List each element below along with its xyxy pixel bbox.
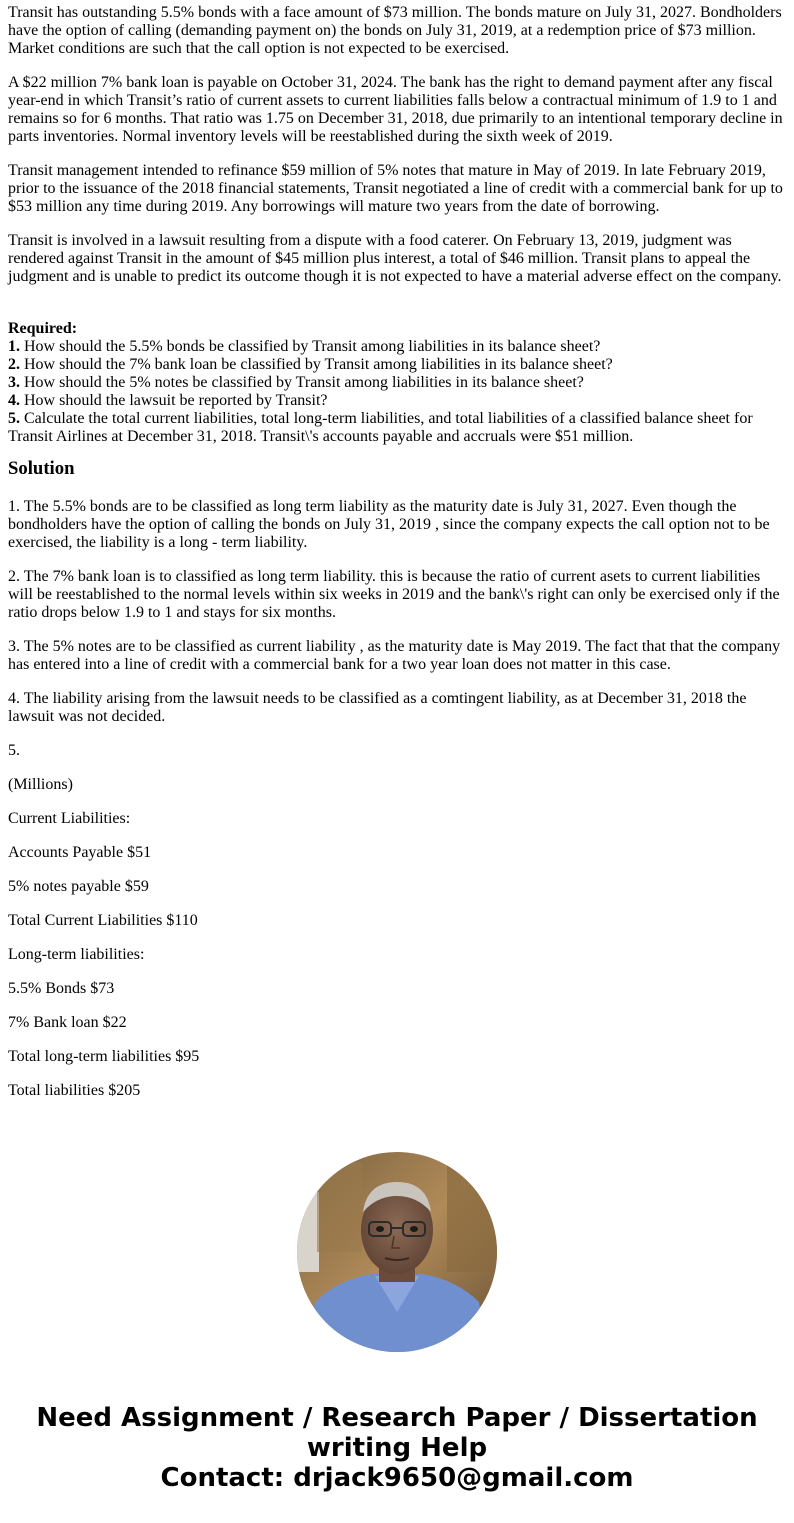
question-number: 5. bbox=[8, 410, 20, 427]
question-text: How should the 7% bank loan be classified by Transit among liabilities in its balance sheet? bbox=[20, 356, 613, 373]
problem-paragraph: Transit management intended to refinance $59 million of 5% notes that mature in May of 2019. In late February 2019, prior to the issuance of the 2018 financial statements, Transit negotiated a line of credit with a commercial bank for up to $53 million any time during 2019. Any borrowings will mature two years from the date of borrowing. bbox=[8, 162, 783, 215]
solution-heading: Solution bbox=[8, 458, 75, 479]
problem-paragraph: Transit is involved in a lawsuit resulting from a dispute with a food caterer. On February 13, 2019, judgment was rendered against Transit in the amount of $45 million plus interest, a total of $46 million. Transit plans to appeal the judgment and is unable to predict its outcome though it is not expected to have a material adverse effect on the company. bbox=[8, 232, 782, 285]
solution-line: 7% Bank loan $22 bbox=[8, 1014, 127, 1031]
required-label: Required: bbox=[8, 320, 78, 337]
problem-paragraph: A $22 million 7% bank loan is payable on October 31, 2024. The bank has the right to demand payment after any fiscal year-end in which Transit’s ratio of current assets to current liabilities falls below a contractual minimum of 1.9 to 1 and remains so for 6 months. That ratio was 1.75 on December 31, 2018, due primarily to an intentional temporary decline in parts inventories. Normal inventory levels will be reestablished during the sixth week of 2019. bbox=[8, 74, 783, 145]
question-number: 3. bbox=[8, 374, 20, 391]
avatar bbox=[297, 1152, 497, 1352]
footer-contact-line: Contact: drjack9650@gmail.com bbox=[160, 1463, 634, 1493]
avatar-portrait-image bbox=[297, 1152, 497, 1352]
solution-answer: 4. The liability arising from the lawsuit needs to be classified as a comtingent liability, as at December 31, 2018 the lawsuit was not decided. bbox=[8, 690, 747, 725]
solution-line: Long-term liabilities: bbox=[8, 946, 145, 963]
solution-line: (Millions) bbox=[8, 776, 73, 793]
question-text: How should the 5.5% bonds be classified by Transit among liabilities in its balance sheet? bbox=[20, 338, 601, 355]
question-number: 2. bbox=[8, 356, 20, 373]
solution-line: 5.5% Bonds $73 bbox=[8, 980, 115, 997]
footer-line: Need Assignment / Research Paper / Dissertation bbox=[36, 1403, 758, 1433]
solution-answer: 3. The 5% notes are to be classified as current liability , as the maturity date is May 2019. The fact that that the company has entered into a line of credit with a commercial bank for a two year loan does not matter in this case. bbox=[8, 638, 781, 673]
solution-line: Total long-term liabilities $95 bbox=[8, 1048, 200, 1065]
question-number: 4. bbox=[8, 392, 20, 409]
question-text: How should the lawsuit be reported by Transit? bbox=[20, 392, 328, 409]
question-text: Calculate the total current liabilities, total long-term liabilities, and total liabilities of a classified balance sheet for Transit Airlines at December 31, 2018. Transit\'s accounts payable and accruals were $51 million. bbox=[8, 410, 753, 445]
contact-footer bbox=[0, 1403, 794, 1493]
question-item bbox=[8, 374, 786, 392]
question-item bbox=[8, 410, 786, 446]
solution-answer: 1. The 5.5% bonds are to be classified as long term liability as the maturity date is July 31, 2027. Even though the bondholders have the option of calling the bonds on July 31, 2019 , since the company expects the call option not to be exercised, the liability is a long - term liability. bbox=[8, 498, 770, 551]
solution-line: 5% notes payable $59 bbox=[8, 878, 149, 895]
solution-line: Total liabilities $205 bbox=[8, 1082, 141, 1099]
question-number: 1. bbox=[8, 338, 20, 355]
question-text: How should the 5% notes be classified by Transit among liabilities in its balance sheet? bbox=[20, 374, 584, 391]
solution-line: Total Current Liabilities $110 bbox=[8, 912, 198, 929]
footer-line: writing Help bbox=[306, 1433, 488, 1463]
question-item bbox=[8, 392, 786, 410]
solution-line: 5. bbox=[8, 742, 20, 759]
solution-line: Accounts Payable $51 bbox=[8, 844, 152, 861]
question-item bbox=[8, 356, 786, 374]
question-item bbox=[8, 338, 786, 356]
solution-answer: 2. The 7% bank loan is to classified as long term liability. this is because the ratio of current asets to current liabilities will be reestablished to the normal levels within six weeks in 2019 and the bank\'s right can only be exercised only if the ratio drops below 1.9 to 1 and stays for six months. bbox=[8, 568, 780, 621]
solution-line: Current Liabilities: bbox=[8, 810, 131, 827]
required-section bbox=[8, 320, 786, 446]
problem-paragraph: Transit has outstanding 5.5% bonds with a face amount of $73 million. The bonds mature on July 31, 2027. Bondholders have the option of calling (demanding payment on) the bonds on July 31, 2019, at a redemption price of $73 million. Market conditions are such that the call option is not expected to be exercised. bbox=[8, 4, 782, 57]
